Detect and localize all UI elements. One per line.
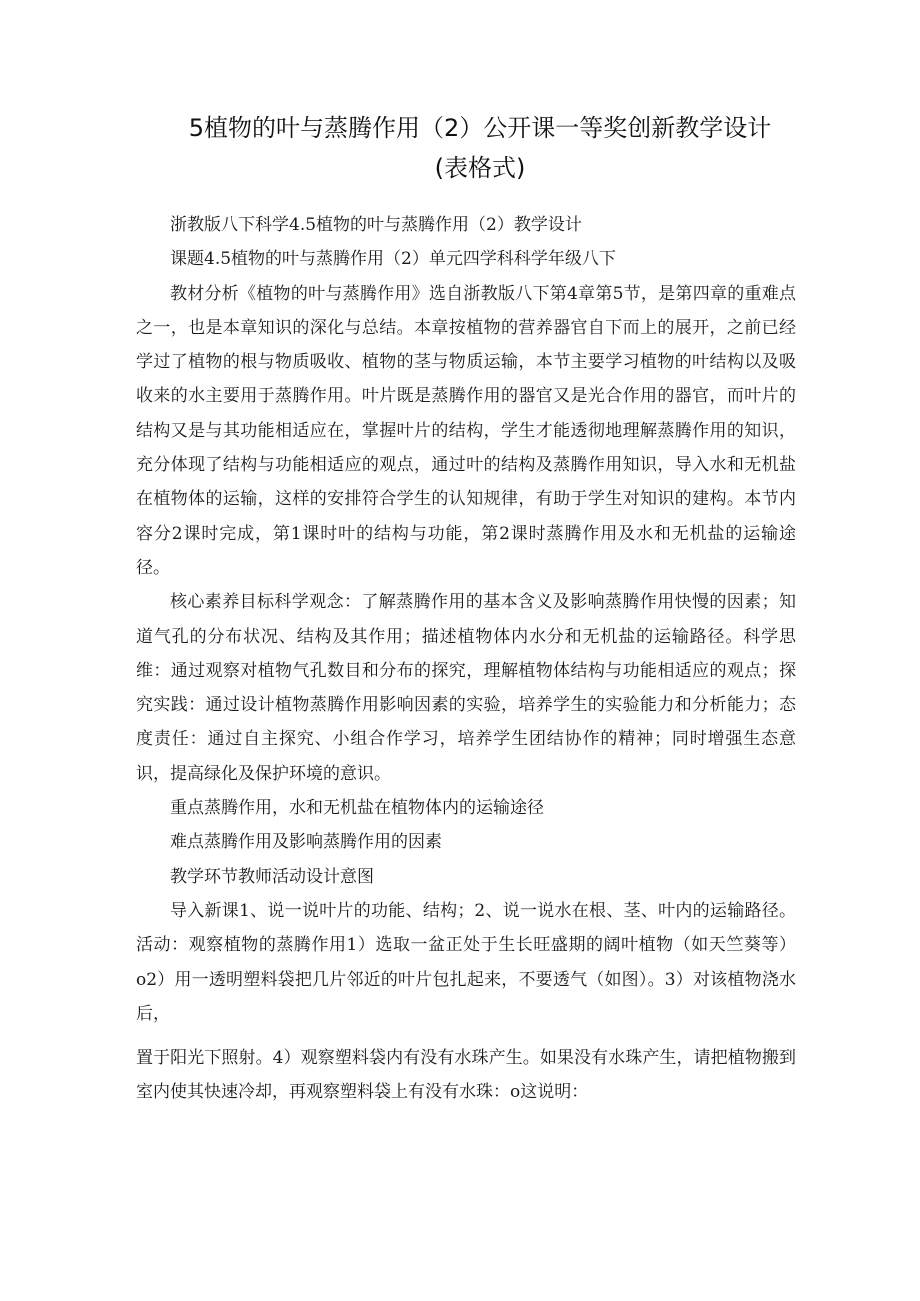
difficult-point: 难点蒸腾作用及影响蒸腾作用的因素: [170, 832, 442, 853]
title-line-2: (表格式): [434, 154, 526, 182]
lesson-intro-continued: 置于阳光下照射。4）观察塑料袋内有没有水珠产生。如果没有水珠产生，请把植物搬到室内使其快速冷却，再观察塑料袋上有没有水珠：o这说明：: [136, 1048, 796, 1103]
version-line: 浙教版八下科学4.5植物的叶与蒸腾作用（2）教学设计: [170, 215, 582, 235]
title-line-1: 5植物的叶与蒸腾作用（2）公开课一等奖创新教学设计: [188, 114, 772, 142]
document-title: [120, 108, 840, 188]
core-literacy-goals: 核心素养目标科学观念：了解蒸腾作用的基本含义及影响蒸腾作用快慢的因素；知道气孔的分布状况、结构及其作用；描述植物体内水分和无机盐的运输路径。科学思维：通过观察对植物气孔数目和分布的探究，理解植物体结构与功能相适应的观点；探究实践：通过设计植物蒸腾作用影响因素的实验，培养学生的实验能力和分析能力；态度责任：通过自主探究、小组合作学习，培养学生团结协作的精神；同时增强生态意识，提高绿化及保护环境的意识。: [136, 592, 796, 784]
document-body: [136, 208, 796, 1110]
key-point: 重点蒸腾作用，水和无机盐在植物体内的运输途径: [170, 798, 544, 819]
lesson-intro: 导入新课1、说一说叶片的功能、结构；2、说一说水在根、茎、叶内的运输路径。活动：观察植物的蒸腾作用1）选取一盆正处于生长旺盛期的阔叶植物（如天竺葵等）o2）用一透明塑料袋把几片邻近的叶片包扎起来，不要透气（如图）。3）对该植物浇水后，: [136, 900, 796, 1024]
material-analysis: 教材分析《植物的叶与蒸腾作用》选自浙教版八下第4章第5节，是第四章的重难点之一，也是本章知识的深化与总结。本章按植物的营养器官自下而上的展开，之前已经学过了植物的根与物质吸收、植物的茎与物质运输，本节主要学习植物的叶结构以及吸收来的水主要用于蒸腾作用。叶片既是蒸腾作用的器官又是光合作用的器官，而叶片的结构又是与其功能相适应在，掌握叶片的结构，学生才能透彻地理解蒸腾作用的知识，充分体现了结构与功能相适应的观点，通过叶的结构及蒸腾作用知识，导入水和无机盐在植物体的运输，这样的安排符合学生的认知规律，有助于学生对知识的建构。本节内容分2课时完成，第1课时叶的结构与功能，第2课时蒸腾作用及水和无机盐的运输途径。: [136, 283, 796, 578]
table-header-line: 教学环节教师活动设计意图: [170, 866, 374, 887]
lesson-info: 课题4.5植物的叶与蒸腾作用（2）单元四学科科学年级八下: [170, 249, 616, 270]
